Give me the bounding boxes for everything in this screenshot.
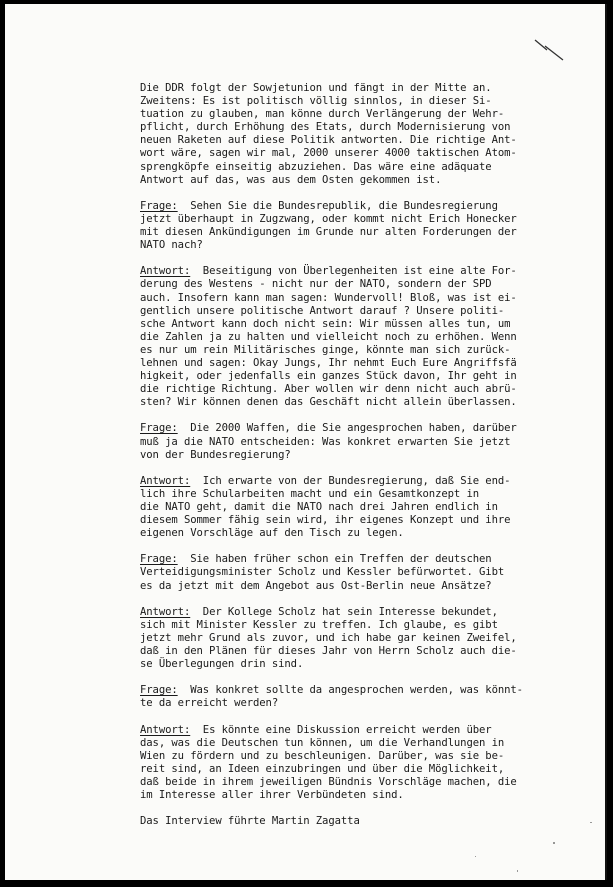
text-line: von der Bundesregierung? (140, 448, 291, 461)
answer-label: Antwort: (140, 474, 191, 487)
text-line: die NATO geht, damit die NATO nach drei Jahren endlich in (140, 501, 498, 513)
text-line: die richtige Richtung. Aber wollen wir denn nicht auch abrü- (140, 383, 517, 396)
paragraph-answer-2 (140, 475, 580, 540)
text-line: higkeit, oder jedenfalls ein ganzes Stück davon, Ihr geht in (140, 370, 517, 383)
text-line-rest: Ich erwarte von der Bundesregierung, daß Sie end- (190, 474, 511, 487)
text-line-rest: Was konkret sollte da angesprochen werden, was könnt- (177, 684, 523, 697)
text-line (140, 724, 580, 737)
text-line (140, 200, 580, 213)
text-line: Die DDR folgt der Sowjetunion und fängt in der Mitte an. (140, 82, 492, 94)
text-line: mit diesen Ankündigungen im Grunde nur alten Forderungen der (140, 226, 517, 239)
text-line-rest: Sehen Sie die Bundesrepublik, die Bundesregierung (177, 199, 498, 212)
text-line-rest: Beseitigung von Überlegenheiten ist eine alte For- (190, 265, 517, 278)
paragraph-question-3 (140, 553, 580, 592)
text-line-rest: Der Kollege Scholz hat sein Interesse bekundet, (190, 605, 498, 618)
text-line (140, 422, 580, 435)
text-line-rest: Es könnte eine Diskussion erreicht werden über (190, 723, 492, 736)
text-line: daß in den Plänen für dieses Jahr von Herrn Scholz auch die- (140, 645, 517, 658)
text-line: muß ja die NATO entscheiden: Was konkret erwarten Sie jetzt (140, 435, 511, 448)
text-line: reit sind, an Ideen einzubringen und über die Möglichkeit, (140, 762, 505, 775)
text-line: es nur um rein Militärisches ginge, könnte man sich zurück- (140, 343, 511, 356)
answer-label: Antwort: (140, 723, 191, 736)
text-line (140, 684, 580, 697)
paragraph-question-1 (140, 200, 580, 252)
text-line: Antwort auf das, was aus dem Osten gekommen ist. (140, 173, 442, 186)
text-line-rest: Sie haben früher schon ein Treffen der deutschen (177, 553, 492, 566)
paragraph-answer-3 (140, 606, 580, 671)
paragraph-answer-1 (140, 265, 580, 409)
text-line (140, 553, 580, 566)
document-page (5, 4, 607, 880)
text-line: se Überlegungen drin sind. (140, 658, 304, 671)
text-line: das, was die Deutschen tun können, um die Verhandlungen in (140, 736, 505, 749)
text-line: lehnen und sagen: Okay Jungs, Ihr nehmt Euch Eure Angriffsfä (140, 356, 517, 369)
text-line: sich mit Minister Kessler zu treffen. Ich glaube, es gibt (140, 618, 498, 631)
text-line: sche Antwort kann doch nicht sein: Wir müssen alles tun, um (140, 317, 511, 330)
text-line (140, 265, 580, 278)
question-label: Frage: (140, 553, 178, 566)
text-line: eigenen Vorschläge auf den Tisch zu legen. (140, 527, 404, 540)
scan-mark (533, 36, 569, 64)
signature-line: Das Interview führte Martin Zagatta (140, 815, 360, 828)
text-line: te da erreicht werden? (140, 697, 279, 710)
paragraph-answer-4 (140, 724, 580, 803)
text-line: daß beide in ihrem jeweiligen Bündnis Vorschläge machen, die (140, 775, 517, 788)
text-line: neuen Raketen auf diese Politik antworten. Die richtige Ant- (140, 134, 517, 147)
text-line: auch. Insofern kann man sagen: Wundervoll! Bloß, was ist ei- (140, 291, 517, 304)
answer-label: Antwort: (140, 605, 191, 618)
scan-speck (475, 856, 476, 857)
text-line: Zweitens: Es ist politisch völlig sinnlos, in dieser Si- (140, 95, 492, 108)
paragraph-question-4 (140, 684, 580, 710)
text-line-rest: Die 2000 Waffen, die Sie angesprochen haben, darüber (177, 422, 517, 435)
text-line: gentlich unsere politische Antwort darauf ? Unsere politi- (140, 304, 505, 317)
text-line: es da jetzt mit dem Angebot aus Ost-Berlin neue Ansätze? (140, 579, 492, 592)
text-line: sten? Wir können denen das Geschäft nicht allein überlassen. (140, 396, 517, 409)
text-line: jetzt mehr Grund als zuvor, und ich habe gar keinen Zweifel, (140, 631, 517, 644)
answer-label: Antwort: (140, 265, 191, 278)
interview-text (140, 82, 580, 828)
text-line: jetzt überhaupt in Zugzwang, oder kommt nicht Erich Honecker (140, 212, 517, 225)
text-line: im Interesse aller ihrer Verbündeten sind. (140, 789, 404, 802)
text-line: wort wäre, sagen wir mal, 2000 unserer 4000 taktischen Atom- (140, 147, 517, 160)
text-line: Wien zu fördern und zu beschleunigen. Darüber, was sie be- (140, 749, 505, 762)
scan-speck (590, 822, 592, 823)
text-line (140, 606, 580, 619)
text-line: die Zahlen ja zu halten und vielleicht noch zu erhöhen. Wenn (140, 330, 517, 343)
scan-speck (553, 842, 555, 844)
text-line: pflicht, durch Erhöhung des Etats, durch Modernisierung von (140, 121, 511, 134)
paragraph-question-2 (140, 422, 580, 461)
text-line: NATO nach? (140, 239, 203, 252)
text-line: sprengköpfe einseitig abzuziehen. Das wäre eine adäquate (140, 160, 492, 173)
question-label: Frage: (140, 199, 178, 212)
text-line: lich ihre Schularbeiten macht und ein Gesamtkonzept in (140, 487, 480, 500)
paragraph-intro (140, 82, 580, 187)
question-label: Frage: (140, 684, 178, 697)
scan-speck (517, 870, 518, 872)
text-line: tuation zu glauben, man könne durch Verlängerung der Wehr- (140, 108, 505, 121)
question-label: Frage: (140, 422, 178, 435)
text-line: derung des Westens - nicht nur der NATO, sondern der SPD (140, 278, 492, 291)
text-line (140, 475, 580, 488)
text-line: diesem Sommer fähig sein wird, ihr eigenes Konzept und ihre (140, 514, 511, 527)
text-line: Verteidigungsminister Scholz und Kessler befürwortet. Gibt (140, 566, 505, 579)
